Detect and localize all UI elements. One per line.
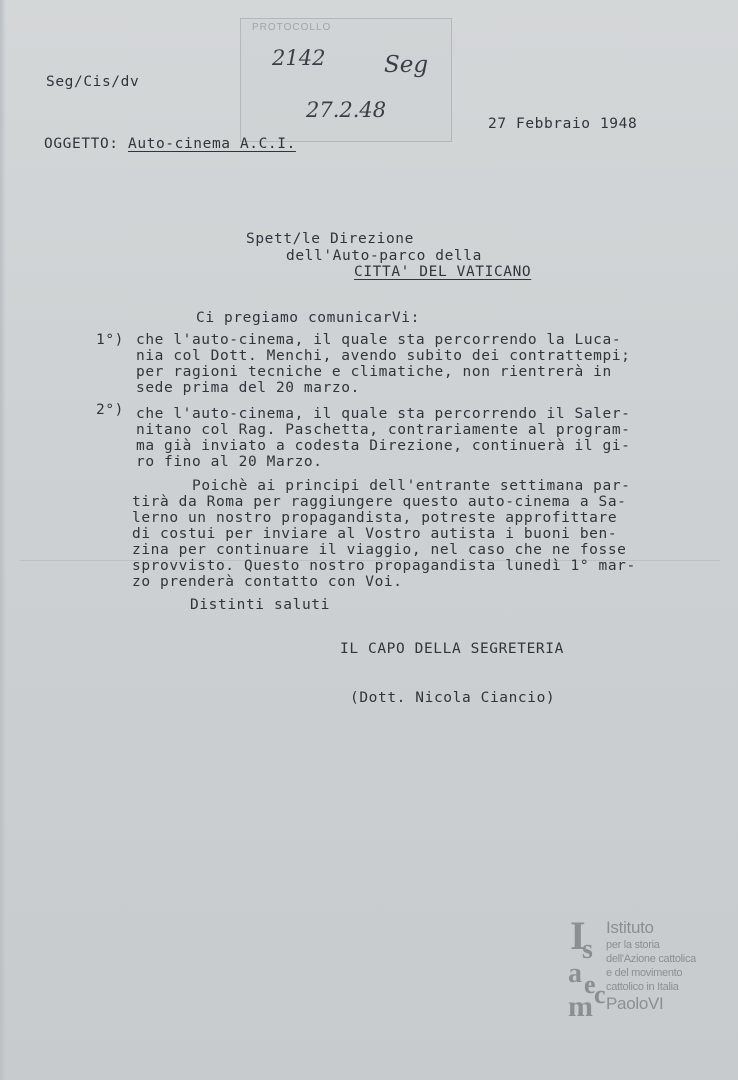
paper-edge — [0, 0, 6, 1080]
subject-line — [44, 136, 296, 152]
intro-line: Ci pregiamo comunicarVi: — [196, 310, 420, 326]
paragraph-line: Poichè ai principi dell'entrante settimana par- — [192, 478, 631, 494]
recipient-line-2: dell'Auto-parco della — [286, 248, 482, 264]
paragraph-line: zina per continuare il viaggio, nel caso che ne fosse — [132, 542, 627, 558]
subject-label: OGGETTO: — [44, 136, 119, 152]
paragraph-line: lerno un nostro propagandista, potreste approfittare — [132, 510, 618, 526]
letter-date: 27 Febbraio 1948 — [488, 116, 638, 132]
subject-text: Auto-cinema A.C.I. — [127, 136, 296, 152]
signature-name: (Dott. Nicola Ciancio) — [350, 690, 556, 706]
item-2-line: ro fino al 20 Marzo. — [136, 454, 323, 470]
reference-code: Seg/Cis/dv — [46, 74, 140, 90]
signature-title: IL CAPO DELLA SEGRETERIA — [340, 641, 564, 657]
isacem-logo — [568, 913, 718, 1023]
stamp-office: Seg — [384, 52, 429, 78]
item-1-line: che l'auto-cinema, il quale sta percorrendo la Luca- — [136, 332, 622, 348]
item-1-line: per ragioni tecniche e climatiche, non rientrerà in — [136, 364, 612, 380]
recipient-line-1: Spett/le Direzione — [246, 231, 414, 247]
stamp-faded-text: PROTOCOLLO — [252, 22, 332, 33]
paragraph-line: zo prenderà contatto con Voi. — [132, 574, 403, 590]
stamp-date: 27.2.48 — [306, 98, 387, 122]
recipient-line-3: CITTA' DEL VATICANO — [354, 264, 532, 280]
stamp-number: 2142 — [272, 46, 326, 70]
closing: Distinti saluti — [190, 597, 330, 613]
main-paragraph — [132, 478, 636, 590]
item-1-line: sede prima del 20 marzo. — [136, 380, 360, 396]
item-1-number: 1°) — [96, 332, 124, 348]
paragraph-line: di costui per inviare al Vostro autista i buoni ben- — [132, 526, 618, 542]
paragraph-line: sprovvisto. Questo nostro propagandista lunedì 1° mar- — [132, 558, 636, 574]
item-2-number: 2°) — [96, 402, 124, 418]
paragraph-line: tirà da Roma per raggiungere questo auto-cinema a Sa- — [132, 494, 627, 510]
item-1-line: nia col Dott. Menchi, avendo subito dei contrattempi; — [136, 348, 631, 364]
item-2-line: nitano col Rag. Paschetta, contrariamente al program- — [136, 422, 631, 438]
item-2-line: ma già inviato a codesta Direzione, continuerà il gi- — [136, 438, 631, 454]
item-2-text — [136, 406, 630, 470]
logo-monogram: I s a e c m — [568, 913, 606, 1023]
logo-text: Istituto per la storia dell'Azione cattolica e del movimento cattolico in Italia PaoloVI — [606, 918, 696, 1013]
protocol-stamp — [240, 18, 452, 142]
item-1-text — [136, 332, 630, 396]
item-2-line: che l'auto-cinema, il quale sta percorrendo il Saler- — [136, 406, 631, 422]
